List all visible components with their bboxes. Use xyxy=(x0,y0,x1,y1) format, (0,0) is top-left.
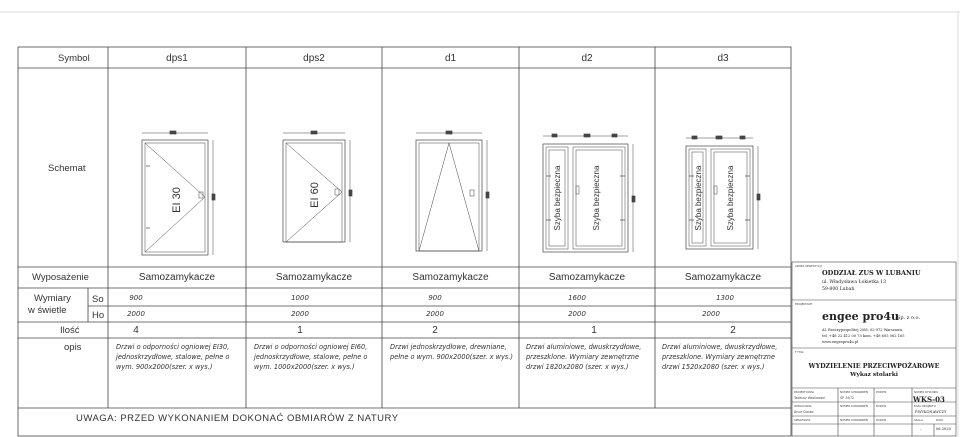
tb-sprawdzil-label: SPRAWDZIŁ xyxy=(794,418,811,422)
wyposazenie-d3: Samozamykacze xyxy=(684,272,762,283)
wyposazenie-dps2: Samozamykacze xyxy=(275,272,353,283)
symbol-d3: d3 xyxy=(717,53,729,64)
ho-d1: 2000 xyxy=(426,310,444,318)
so-d2: 1600 xyxy=(568,294,586,302)
ho-dps2: 2000 xyxy=(291,310,309,318)
ilosc-d2: 1 xyxy=(591,325,597,336)
row-label-wyposazenie: Wyposażenie xyxy=(32,272,89,283)
tb-company-web: www.engeepro4u.pl xyxy=(822,340,859,344)
row-label-so: So xyxy=(92,294,104,305)
ho-d2: 2000 xyxy=(568,310,586,318)
symbol-d2: d2 xyxy=(581,53,593,64)
tb-adres-label: ADRES INWESTYCJI xyxy=(795,264,822,268)
tb-data-label: DATA xyxy=(936,418,944,422)
row-label-ho: Ho xyxy=(92,310,105,321)
ilosc-dps1: 4 xyxy=(133,325,139,336)
so-dps1: 900 xyxy=(129,294,143,302)
wyposazenie-d1: Samozamykacze xyxy=(412,272,489,283)
so-d3: 1300 xyxy=(716,294,734,302)
tb-data-value: 06.2020 xyxy=(936,427,951,431)
row-label-ilosc: Ilość xyxy=(60,325,80,336)
tb-faza-value: P.WYKONAWCZY xyxy=(915,410,947,414)
wyposazenie-d2: Samozamykacze xyxy=(548,272,626,283)
opis-d3: Drzwi aluminiowe, dwuskrzydłowe, przeszklone. Wymiary zewnętrzne drzwi 1520x2080 (szer. x wys.) xyxy=(662,343,778,371)
ho-dps1: 2000 xyxy=(127,310,145,318)
d2-right-glass-label: Szyba bezpieczna xyxy=(592,165,601,231)
tb-skala-label: SKALA xyxy=(914,418,924,422)
tb-address-line2: 59-800 Lubań xyxy=(822,287,855,292)
opis-dps2: Drzwi o odporności ogniowej EI60, jednoskrzydłowe, stalowe, pełne o wym. 1000x2000(szer. x wys.) xyxy=(254,343,368,371)
tb-projektowal-name: Tadeusz Wasilewski xyxy=(794,396,826,400)
wyposazenie-dps1: Samozamykacze xyxy=(138,272,216,283)
symbol-dps2: dps2 xyxy=(303,53,325,64)
so-dps2: 1000 xyxy=(291,294,309,302)
tb-skala-value: - xyxy=(920,427,922,432)
ilosc-dps2: 1 xyxy=(297,325,303,336)
tb-opracowal-name: Artur Ciosko xyxy=(794,410,814,414)
tb-nr-rys-value: WKS-03 xyxy=(913,395,945,404)
symbol-d1: d1 xyxy=(444,53,457,64)
warning-note: UWAGA: PRZED WYKONANIEM DOKONAĆ OBMIARÓW Z NATURY xyxy=(76,413,399,424)
tb-opracowal-label: OPRACOWAŁ xyxy=(794,404,812,408)
schematic-dps1-label: EI 30 xyxy=(171,187,183,213)
tb-nr-upr-label: NUMER UPRAWNIEŃ xyxy=(840,390,869,394)
d3-right-glass-label: Szyba bezpieczna xyxy=(726,165,735,231)
tb-projektowal-label: PROJEKTOWAŁ xyxy=(794,390,815,394)
row-label-wymiary: Wymiary xyxy=(34,293,71,304)
row-label-w-swietle: w świetle xyxy=(28,305,67,316)
tb-nr-upr-label-3: NUMER UPRAWNIEŃ xyxy=(840,418,869,422)
row-label-schemat: Schemat xyxy=(48,163,86,174)
row-label-opis: opis xyxy=(64,342,82,353)
opis-dps1: Drzwi o odporności ogniowej EI30, jednoskrzydłowe, stalowe, pełne o wym. 900x2000(szer. x wys.) xyxy=(116,343,230,371)
ilosc-d3: 2 xyxy=(730,325,736,336)
tb-faza-label: FAZA PROJEKTU xyxy=(914,404,936,408)
tb-company-address: Al. Rzeczypospolitej 2/68, 02-972 Warszawa, xyxy=(822,328,904,332)
tb-podpis-label: PODPIS xyxy=(876,390,887,394)
tb-projektant-label: PROJEKTANT xyxy=(795,302,813,306)
ho-d3: 2000 xyxy=(702,310,720,318)
row-label-symbol: Symbol xyxy=(58,53,90,64)
opis-d1: Drzwi jednoskrzydłowe, drewniane, pełne o wym. 900x2000(szer. x wys.) xyxy=(390,343,513,361)
tb-company-tel: tel. +48 22 412 00 73 kom. +48 605 062 165 xyxy=(822,334,905,338)
tb-tytul-label: TYTUŁ xyxy=(795,350,804,354)
tb-title-line1: WYDZIELENIE PRZECIWPOŻAROWE xyxy=(808,363,940,370)
tb-podpis-label-2: PODPIS xyxy=(876,404,887,408)
ilosc-d1: 2 xyxy=(432,325,438,336)
tb-address-line1: ul. Władysława Łokietka 13 xyxy=(822,280,887,285)
symbol-dps1: dps1 xyxy=(166,53,188,64)
tb-company-name: engee pro4u xyxy=(822,310,899,323)
d3-left-glass-label: Szyba bezpieczna xyxy=(694,165,703,231)
d2-left-glass-label: Szyba bezpieczna xyxy=(553,165,562,231)
tb-nr-upr-label-2: NUMER UPRAWNIEŃ xyxy=(840,404,869,408)
tb-nr-upr-value: SP 34/72 xyxy=(840,396,855,400)
opis-d2: Drzwi aluminiowe, dwuskrzydłowe, przeszklone. Wymiary zewnętrzne drzwi 1820x2080 (szer. x wys.) xyxy=(526,343,642,371)
tb-title-line2: Wykaz stolarki xyxy=(850,372,898,378)
tb-nr-rys-label: NUMER RYSUNKU xyxy=(914,390,939,394)
schematic-dps2-label: EI 60 xyxy=(309,182,321,208)
tb-company-suffix: Sp. z o.o. xyxy=(897,315,921,321)
tb-podpis-label-3: PODPIS xyxy=(876,418,887,422)
so-d1: 900 xyxy=(428,294,442,302)
tb-investor-name: ODDZIAŁ ZUS W LUBANIU xyxy=(822,269,921,277)
